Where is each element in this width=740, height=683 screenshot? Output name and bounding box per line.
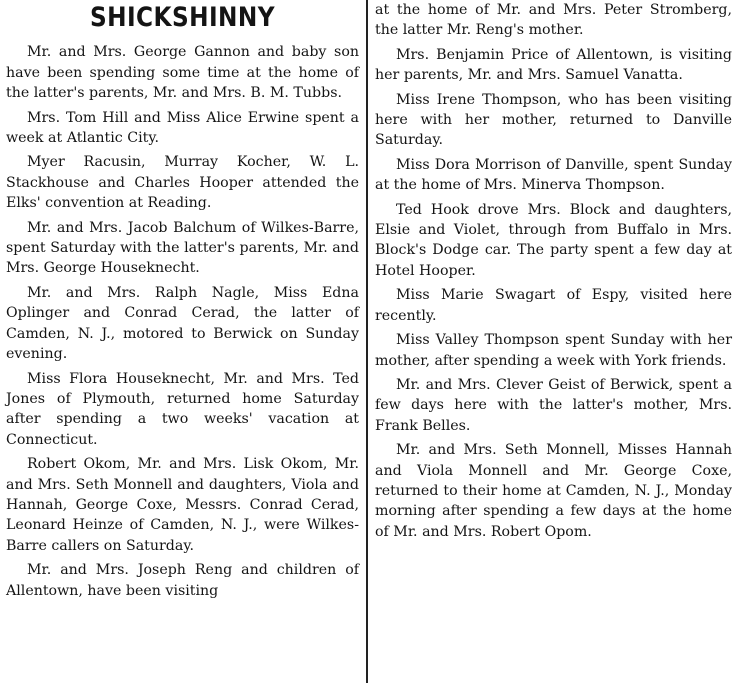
column-title: SHICKSHINNY [89,2,276,33]
news-item: Mrs. Benjamin Price of Allentown, is visiting her parents, Mr. and Mrs. Samuel Vanatta. [375,46,732,84]
news-item: Mr. and Mrs. George Gannon and baby son have been spending some time at the home of the latter's parents, Mr. and Mrs. B. M. Tubbs. [6,44,359,102]
news-item: Mr. and Mrs. Jacob Balchum of Wilkes-Barre, spent Saturday with the latter's parents, Mr. and Mrs. George Houseknecht. [6,219,359,277]
news-item: Ted Hook drove Mrs. Block and daughters, Elsie and Violet, through from Buffalo in Mrs. Block's Dodge car. The party spent a few day at Hotel Hooper. [375,201,732,279]
news-item: Robert Okom, Mr. and Mrs. Lisk Okom, Mr. and Mrs. Seth Monnell and daughters, Viola and Hannah, George Coxe, Messrs. Conrad Cerad, Leonard Heinze of Camden, N. J., were Wilkes-Barre callers on Saturday. [6,456,359,554]
news-item: Miss Dora Morrison of Danville, spent Sunday at the home of Mrs. Minerva Thompson. [375,156,732,194]
news-item: Mr. and Mrs. Joseph Reng and children of Allentown, have been visiting [6,562,359,599]
news-item: Mr. and Mrs. Clever Geist of Berwick, spent a few days here with the latter's mother, Mrs. Frank Belles. [375,376,732,434]
news-item: Miss Flora Houseknecht, Mr. and Mrs. Ted Jones of Plymouth, returned home Saturday after spending a two weeks' vacation at Connecticut. [6,370,359,448]
news-item: Miss Marie Swagart of Espy, visited here recently. [375,287,732,324]
column-divider [366,0,368,683]
news-item: Mr. and Mrs. Seth Monnell, Misses Hannah and Viola Monnell and Mr. George Coxe, returned to their home at Camden, N. J., Monday morning after spending a few days at the home of Mr. and Mrs. Robert Opom. [375,442,732,540]
news-item: Mrs. Tom Hill and Miss Alice Erwine spent a week at Atlantic City. [6,109,359,147]
news-item: Miss Valley Thompson spent Sunday with her mother, after spending a week with York friends. [375,332,732,369]
left-column [6,0,359,605]
right-column [375,0,732,546]
news-item: Myer Racusin, Murray Kocher, W. L. Stackhouse and Charles Hooper attended the Elks' convention at Reading. [6,154,359,212]
news-item: Miss Irene Thompson, who has been visiting here with her mother, returned to Danville Saturday. [375,91,732,149]
news-item: Mr. and Mrs. Ralph Nagle, Miss Edna Oplinger and Conrad Cerad, the latter of Camden, N. J., motored to Berwick on Sunday evening. [6,284,359,363]
news-item-continuation: at the home of Mr. and Mrs. Peter Stromberg, the latter Mr. Reng's mother. [375,2,732,39]
